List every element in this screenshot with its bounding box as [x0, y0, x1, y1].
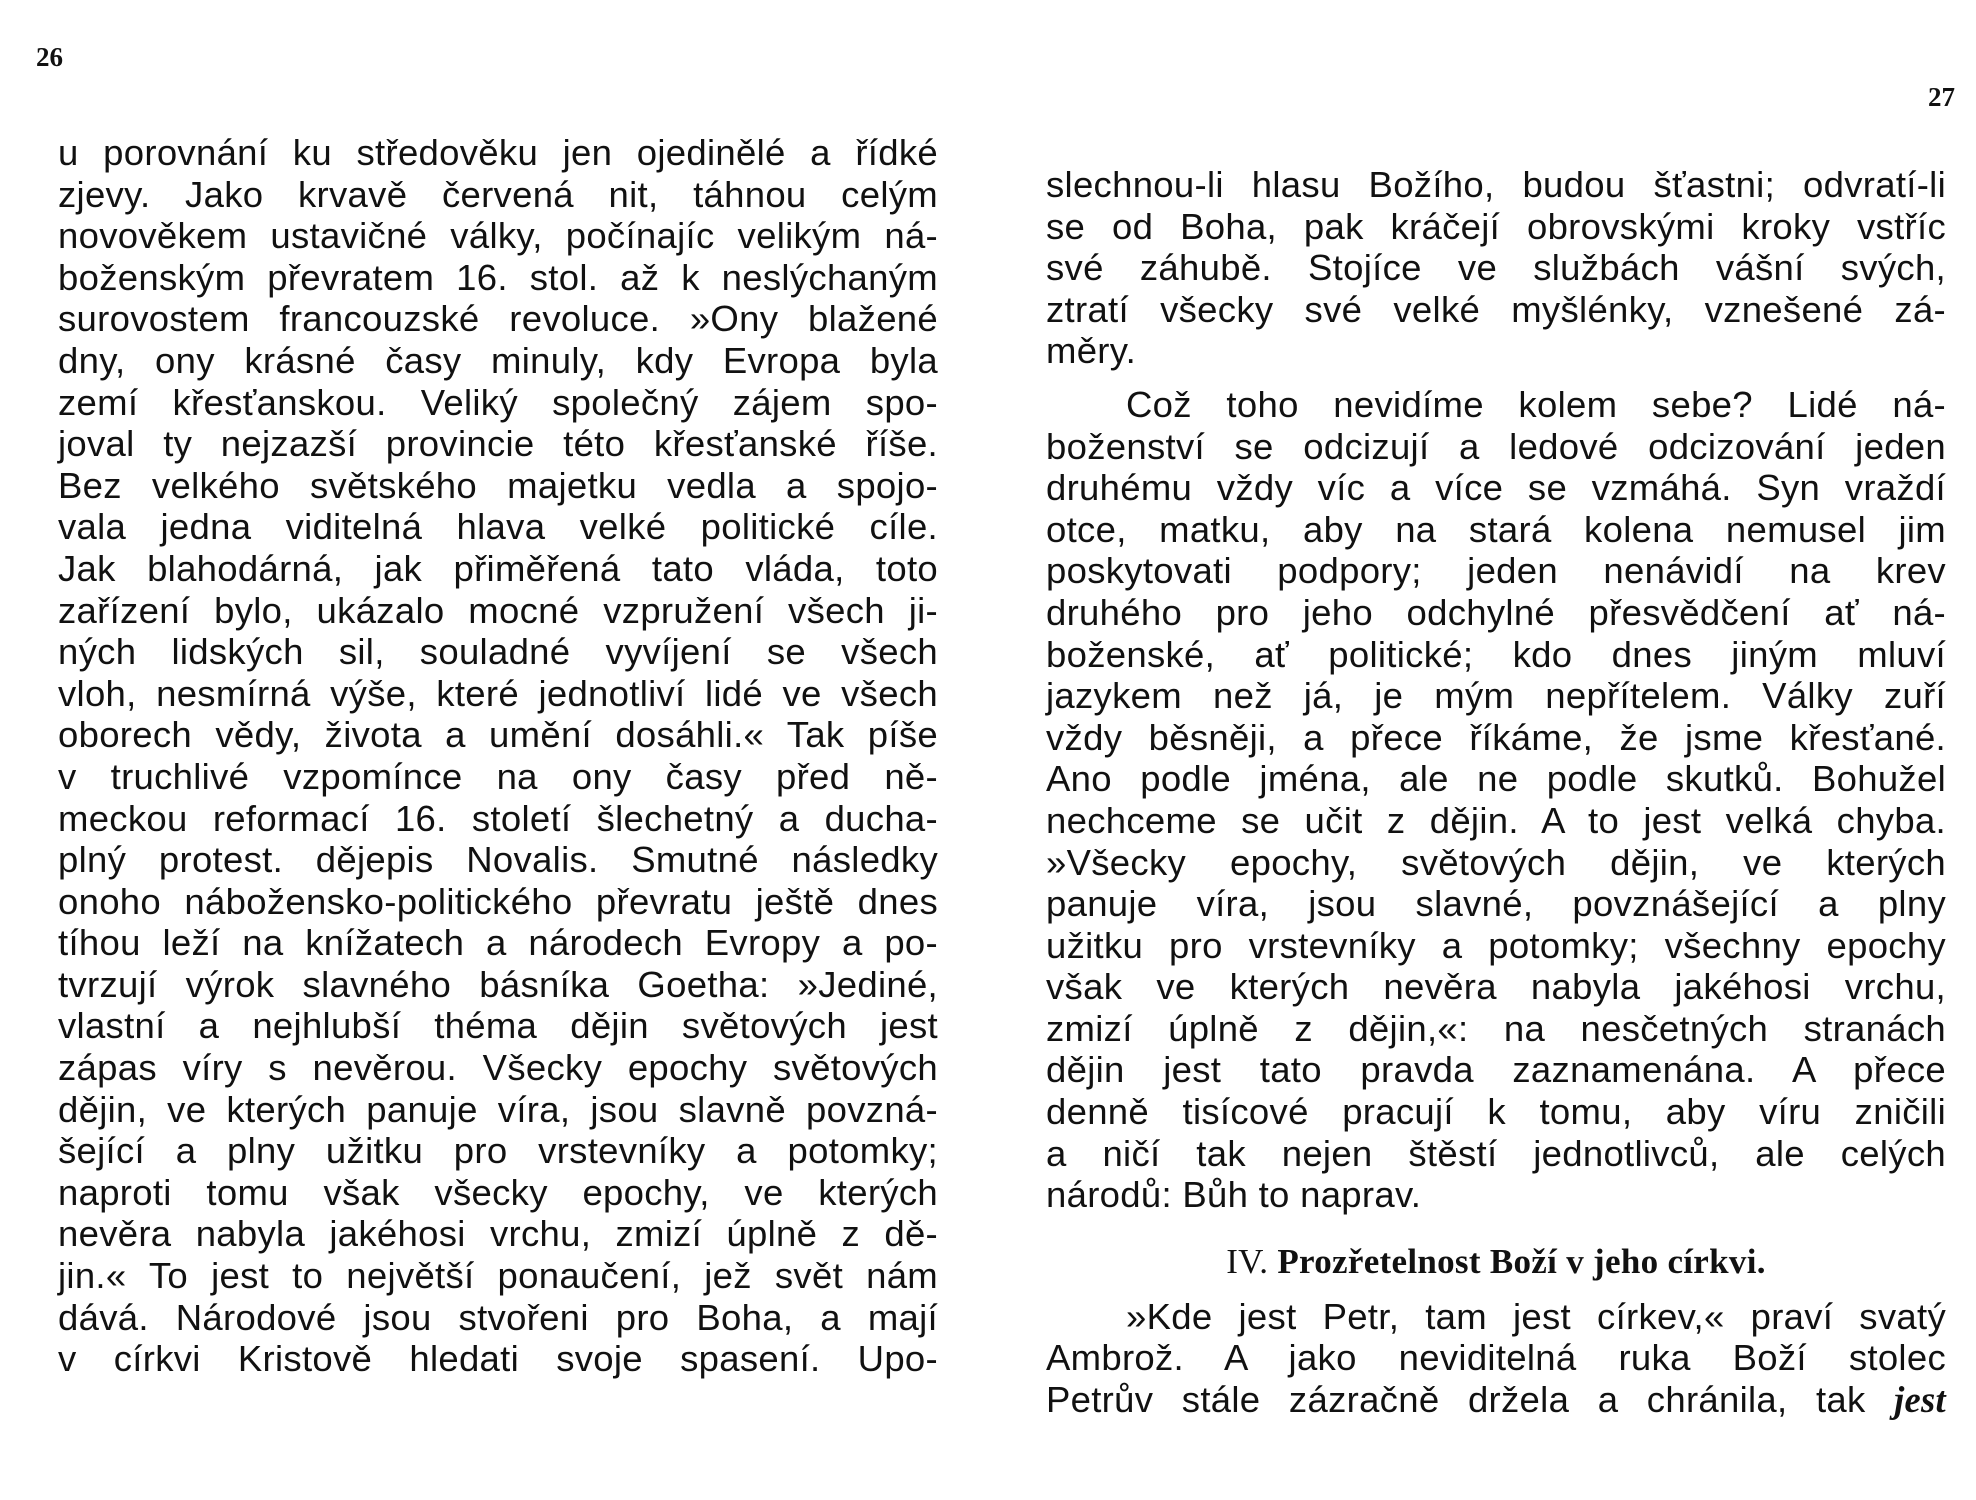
text-line: vlastní a nejhlubší théma dějin světových jest [58, 1005, 938, 1047]
text-line: boženským převratem 16. stol. až k neslýchaným [58, 256, 938, 298]
text-line: nechceme se učit z dějin. A to jest velká chyba. [1046, 799, 1946, 841]
text-line: tíhou leží na knížatech a národech Evropy a po- [58, 922, 938, 964]
text-line: národů: Bůh to naprav. [1046, 1174, 1422, 1216]
left-page-number: 26 [36, 42, 63, 72]
text-line: onoho nábožensko-politického převratu ještě dnes [58, 880, 938, 922]
text-line: šející a plny užitku pro vrstevníky a potomky; [58, 1130, 938, 1172]
text-line [1046, 1379, 1946, 1421]
text-line: Ano podle jména, ale ne podle skutků. Bohužel [1046, 758, 1946, 800]
text-line: tvrzují výrok slavného básníka Goetha: »Jediné, [58, 963, 938, 1005]
text-line: Což toho nevidíme kolem sebe? Lidé ná- [1126, 383, 1946, 425]
text-line: »Všecky epochy, světových dějin, ve kterých [1046, 841, 1946, 883]
text-line: surovostem francouzské revoluce. »Ony blažené [58, 298, 938, 340]
text-line: slechnou-li hlasu Božího, budou šťastni; odvratí-li [1046, 164, 1946, 205]
left-page-text [58, 132, 938, 1380]
text-line: vala jedna viditelná hlava velké politické cíle. [58, 506, 938, 548]
text-line: druhého pro jeho odchylné přesvědčení ať ná- [1046, 591, 1946, 633]
text-line: meckou reformací 16. století šlechetný a ducha- [58, 797, 938, 839]
text-line: Bez velkého světského majetku vedla a spojo- [58, 464, 938, 506]
text-line: joval ty nejzazší provincie této křesťanské říše. [58, 423, 938, 465]
text-line: měry. [1046, 330, 1137, 372]
text-line: Jak blahodárná, jak přiměřená tato vláda, toto [58, 547, 938, 589]
text-line: dějin jest tato pravda zaznamenána. A přece [1046, 1049, 1946, 1091]
text-line: zařízení bylo, ukázalo mocné vzpružení všech ji- [58, 589, 938, 631]
section-heading-title: Prozřetelnost Boží v jeho církvi. [1277, 1241, 1766, 1281]
text-line: druhému vždy víc a více se vzmáhá. Syn vraždí [1046, 467, 1946, 509]
text-fragment: Petrův stále zázračně držela a chránila, tak [1046, 1379, 1895, 1421]
text-line: vloh, nesmírná výše, které jednotliví lidé ve všech [58, 672, 938, 714]
text-line: »Kde jest Petr, tam jest církev,« praví svatý [1126, 1295, 1946, 1337]
text-line: vždy běsněji, a přece říkáme, že jsme křesťané. [1046, 716, 1946, 758]
text-line: oborech vědy, života a umění dosáhli.« Tak píše [58, 714, 938, 756]
text-line: ztratí všecky své velké myšlénky, vznešené zá- [1046, 288, 1946, 330]
text-line: v truchlivé vzpomínce na ony časy před ně- [58, 755, 938, 797]
text-line: však ve kterých nevěra nabyla jakéhosi vrchu, [1046, 966, 1946, 1008]
section-heading-number: IV. [1226, 1241, 1269, 1281]
right-page-number: 27 [1928, 82, 1955, 112]
section-heading [1046, 1232, 1946, 1292]
text-line: boženství se odcizují a ledové odcizování jeden [1046, 425, 1946, 467]
text-line: poskytovati podpory; jeden nenávidí na krev [1046, 550, 1946, 592]
text-line: panuje víra, jsou slavné, povznášející a plny [1046, 883, 1946, 925]
right-page-text [1046, 164, 1946, 1421]
text-line: a ničí tak nejen štěstí jednotlivců, ale celých [1046, 1132, 1946, 1174]
text-line: denně tisícové pracují k tomu, aby víru zničili [1046, 1091, 1946, 1133]
text-line: novověkem ustavičné války, počínajíc velikým ná- [58, 215, 938, 257]
text-line: otce, matku, aby na stará kolena nemusel jim [1046, 508, 1946, 550]
text-line: jin.« To jest to největší ponaučení, jež svět nám [58, 1255, 938, 1297]
text-line: dává. Národové jsou stvořeni pro Boha, a mají [58, 1296, 938, 1338]
text-line: Ambrož. A jako neviditelná ruka Boží stolec [1046, 1337, 1946, 1379]
text-line: nevěra nabyla jakéhosi vrchu, zmizí úplně z dě- [58, 1213, 938, 1255]
text-line: své záhubě. Stojíce ve službách vášní svých, [1046, 247, 1946, 289]
text-line: v církvi Kristově hledati svoje spasení. Upo- [58, 1338, 938, 1380]
text-line: užitku pro vrstevníky a potomky; všechny epochy [1046, 924, 1946, 966]
text-line: plný protest. dějepis Novalis. Smutné následky [58, 839, 938, 881]
text-line: jazykem než já, je mým nepřítelem. Války zuří [1046, 675, 1946, 717]
text-line: se od Boha, pak kráčejí obrovskými kroky vstříc [1046, 205, 1946, 247]
text-line: zemí křesťanskou. Veliký společný zájem spo- [58, 381, 938, 423]
text-line: naproti tomu však všecky epochy, ve kterých [58, 1171, 938, 1213]
text-line: zápas víry s nevěrou. Všecky epochy světových [58, 1047, 938, 1089]
paragraph-gap [1046, 372, 1946, 384]
text-line: u porovnání ku středověku jen ojedinělé a řídké [58, 132, 938, 173]
text-line: boženské, ať politické; kdo dnes jiným mluví [1046, 633, 1946, 675]
emphasized-word: jest [1894, 1379, 1946, 1421]
text-line: ných lidských sil, souladné vyvíjení se všech [58, 631, 938, 673]
text-line: dějin, ve kterých panuje víra, jsou slavně povzná- [58, 1088, 938, 1130]
text-line: dny, ony krásné časy minuly, kdy Evropa byla [58, 339, 938, 381]
text-line: zmizí úplně z dějin,«: na nesčetných stranách [1046, 1007, 1946, 1049]
text-line: zjevy. Jako krvavě červená nit, táhnou celým [58, 173, 938, 215]
